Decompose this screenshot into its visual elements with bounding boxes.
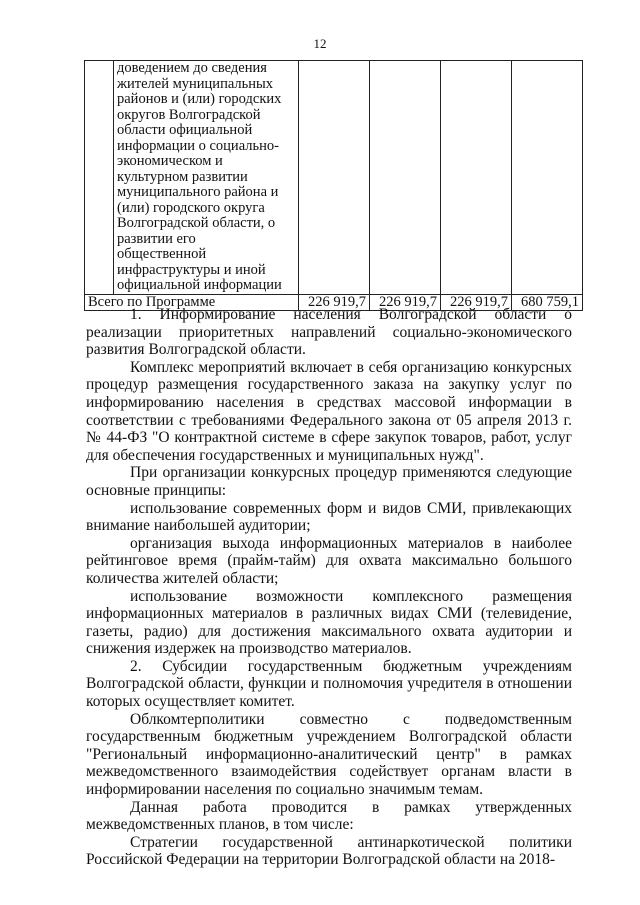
description-line: области официальной xyxy=(117,122,253,138)
paragraph: 1. Информирование населения Волгоградской области о реализации приоритетных направлений социально-экономического развития Волгоградской области. xyxy=(86,306,572,359)
paragraph: Облкомтерполитики совместно с подведомственным государственным бюджетным учреждением Волгоградской области "Региональный информационно-аналитический центр" в рамках межведомственного взаимодействия содействует органам власти в информировании населения по социально значимым темам. xyxy=(86,710,572,799)
description-line: развитии его xyxy=(117,230,196,247)
table-cell-empty xyxy=(85,61,114,295)
description-line: жителей муниципальных xyxy=(117,75,273,92)
table-cell-empty xyxy=(441,61,512,295)
total-value: 226 919,7 xyxy=(370,294,441,311)
total-value: 226 919,7 xyxy=(299,294,370,311)
description-line: доведением до сведения xyxy=(117,60,267,76)
table-cell-empty xyxy=(299,61,370,295)
description-line: общественной xyxy=(117,246,207,262)
description-line: округов Волгоградской xyxy=(117,106,261,123)
total-value: 680 759,1 xyxy=(512,294,583,311)
total-value: 226 919,7 xyxy=(441,294,512,311)
table-cell-empty xyxy=(512,61,583,295)
total-label: Всего по Программе xyxy=(85,294,299,311)
paragraph: При организации конкурсных процедур применяются следующие основные принципы: xyxy=(86,464,572,499)
description-line: официальной информации xyxy=(117,277,282,293)
paragraph: Стратегии государственной антинаркотической политики Российской Федерации на территории Волгоградской области на 2018- xyxy=(86,833,572,869)
description-line: культурном развитии xyxy=(117,168,248,185)
program-table xyxy=(84,60,583,311)
description-line: информации о социально- xyxy=(117,137,279,154)
paragraph: Данная работа проводится в рамках утвержденных межведомственных планов, в том числе: xyxy=(86,798,572,834)
description-line: Волгоградской области, о xyxy=(117,215,276,231)
description-line: (или) городского округа xyxy=(117,199,265,216)
paragraph: использование возможности комплексного размещения информационных материалов в различных видах СМИ (телевидение, газеты, радио) для достижения максимального охвата аудитории и снижения издержек на производство материалов. xyxy=(86,587,572,658)
page-number: 12 xyxy=(313,36,327,51)
paragraph: организация выхода информационных материалов в наиболее рейтинговое время (прайм-тайм) для охвата максимально большого количества жителей области; xyxy=(86,534,572,587)
paragraph: 2. Субсидии государственным бюджетным учреждениям Волгоградской области, функции и полномочия учредителя в отношении которых осуществляет комитет. xyxy=(86,657,572,711)
table-row xyxy=(85,61,583,295)
paragraph: Комплекс мероприятий включает в себя организацию конкурсных процедур размещения государственного заказа на закупку услуг по информированию населения в средствах массовой информации в соответствии с требованиями Федерального закона от 05 апреля 2013 г. № 44-ФЗ "О контрактной системе в сфере закупок товаров, работ, услуг для обеспечения государственных и муниципальных нужд". xyxy=(86,358,572,464)
description-line: инфраструктуры и иной xyxy=(117,261,266,278)
table-cell-description xyxy=(114,61,299,295)
description-line: муниципального района и xyxy=(117,184,279,200)
description-line: экономическом и xyxy=(117,153,223,169)
description-line: районов и (или) городских xyxy=(117,91,282,107)
paragraph: использование современных форм и видов СМИ, привлекающих внимание наибольшей аудитории; xyxy=(86,499,572,535)
document-body xyxy=(86,306,572,869)
table-cell-empty xyxy=(370,61,441,295)
